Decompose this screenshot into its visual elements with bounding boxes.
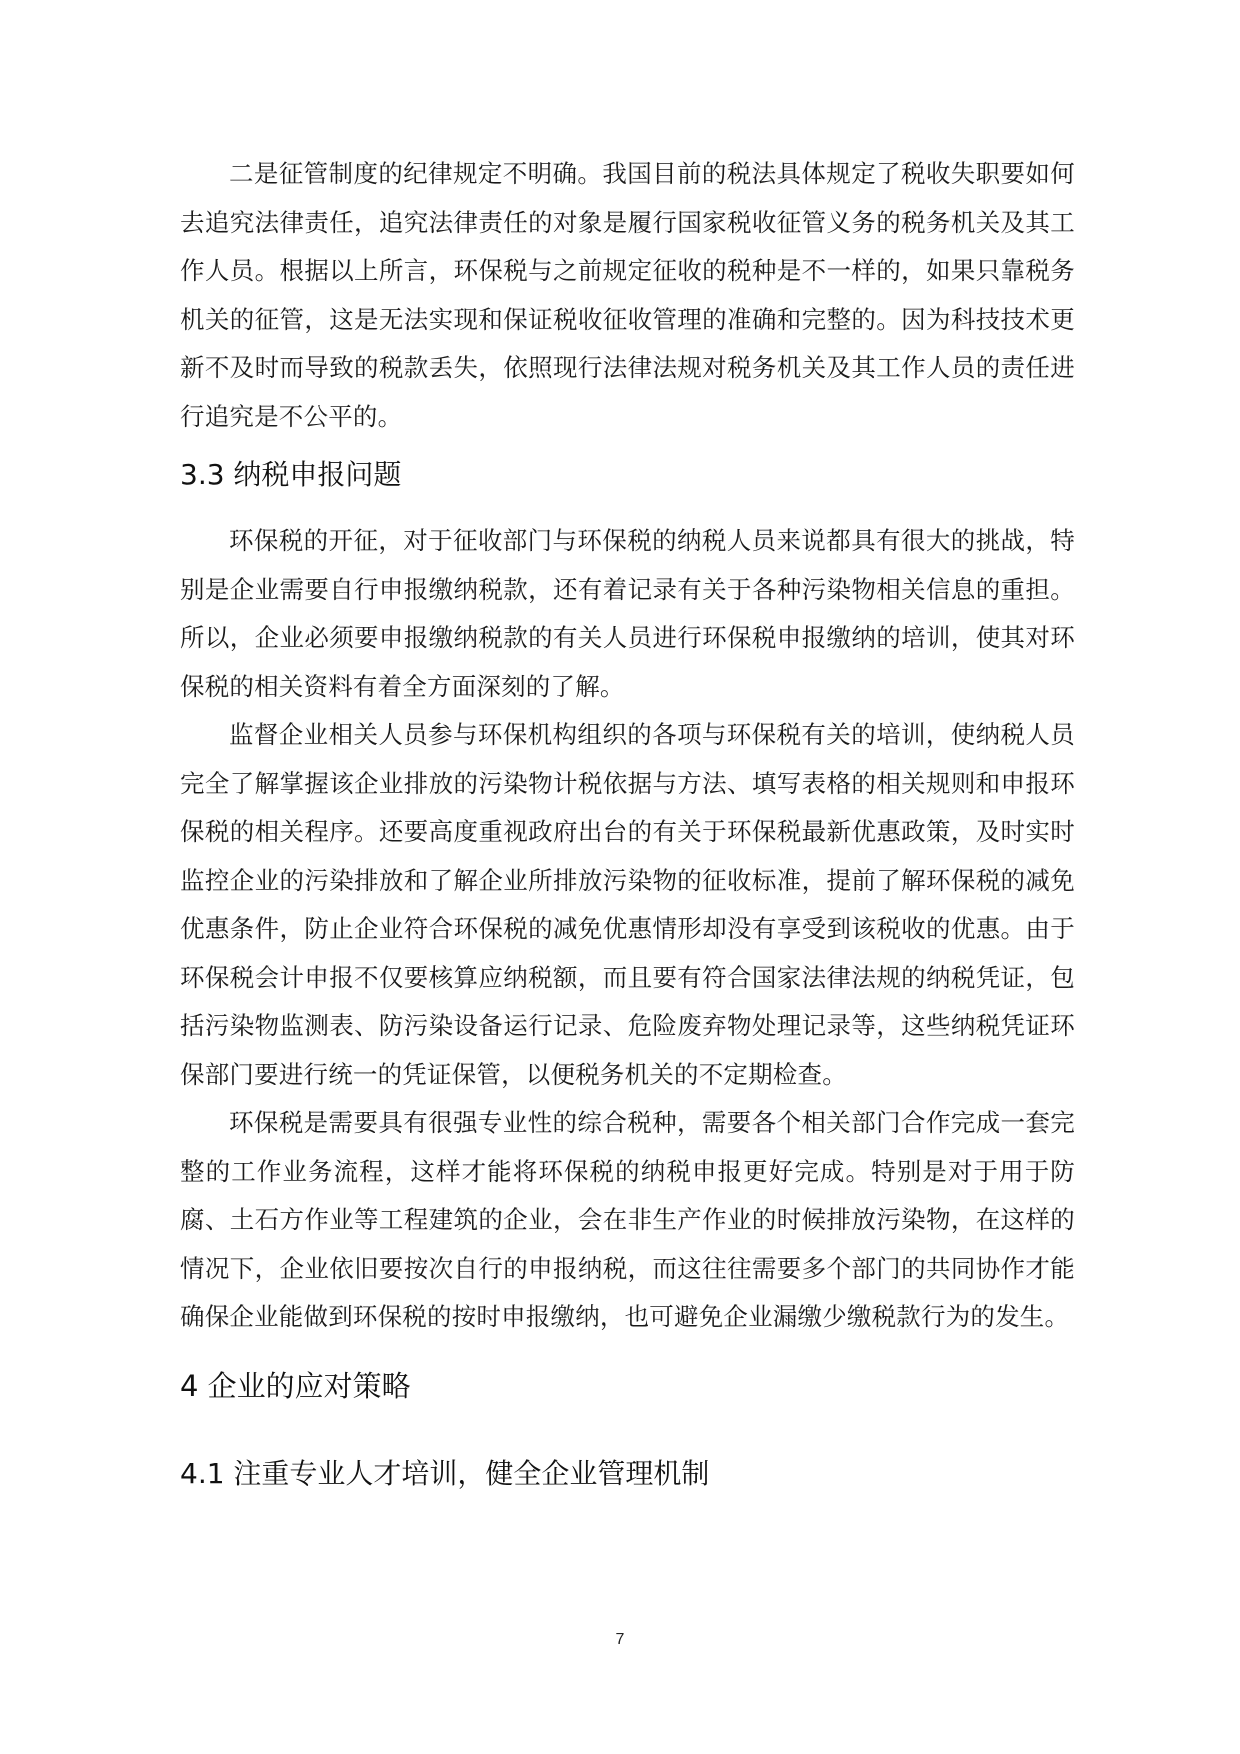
page-number: 7 xyxy=(615,1631,625,1648)
section-heading-4-1: 4.1 注重专业人才培训，健全企业管理机制 xyxy=(180,1456,710,1490)
document-body xyxy=(180,150,1075,1494)
paragraph-training-supervision: 监督企业相关人员参与环保机构组织的各项与环保税有关的培训，使纳税人员完全了解掌握该企业排放的污染物计税依据与方法、填写表格的相关规则和申报环保税的相关程序。还要高度重视政府出台的有关于环保税最新优惠政策，及时实时监控企业的污染排放和了解企业所排放污染物的征收标准，提前了解环保税的减免优惠条件，防止企业符合环保税的减免优惠情形却没有享受到该税收的优惠。由于环保税会计申报不仅要核算应纳税额，而且要有符合国家法律法规的纳税凭证，包括污染物监测表、防污染设备运行记录、危险废弃物处理记录等，这些纳税凭证环保部门要进行统一的凭证保管，以便税务机关的不定期检查。 xyxy=(180,720,1075,1089)
paragraph-department-cooperation: 环保税是需要具有很强专业性的综合税种，需要各个相关部门合作完成一套完整的工作业务流程，这样才能将环保税的纳税申报更好完成。特别是对于用于防腐、土石方作业等工程建筑的企业，会在非生产作业的时候排放污染物，在这样的情况下，企业依旧要按次自行的申报纳税，而这往往需要多个部门的共同协作才能确保企业能做到环保税的按时申报缴纳，也可避免企业漏缴少缴税款行为的发生。 xyxy=(180,1108,1075,1331)
paragraph-enforcement-discipline: 二是征管制度的纪律规定不明确。我国目前的税法具体规定了税收失职要如何去追究法律责任，追究法律责任的对象是履行国家税收征管义务的税务机关及其工作人员。根据以上所言，环保税与之前规定征收的税种是不一样的，如果只靠税务机关的征管，这是无法实现和保证税收征收管理的准确和完整的。因为科技技术更新不及时而导致的税款丢失，依照现行法律法规对税务机关及其工作人员的责任进行追究是不公平的。 xyxy=(180,159,1075,431)
chapter-heading-4: 4 企业的应对策略 xyxy=(180,1368,411,1403)
paragraph-tax-filing-challenge: 环保税的开征，对于征收部门与环保税的纳税人员来说都具有很大的挑战，特别是企业需要自行申报缴纳税款，还有着记录有关于各种污染物相关信息的重担。所以，企业必须要申报缴纳税款的有关人员进行环保税申报缴纳的培训，使其对环保税的相关资料有着全方面深刻的了解。 xyxy=(180,526,1075,701)
section-heading-3-3: 3.3 纳税申报问题 xyxy=(180,458,402,491)
